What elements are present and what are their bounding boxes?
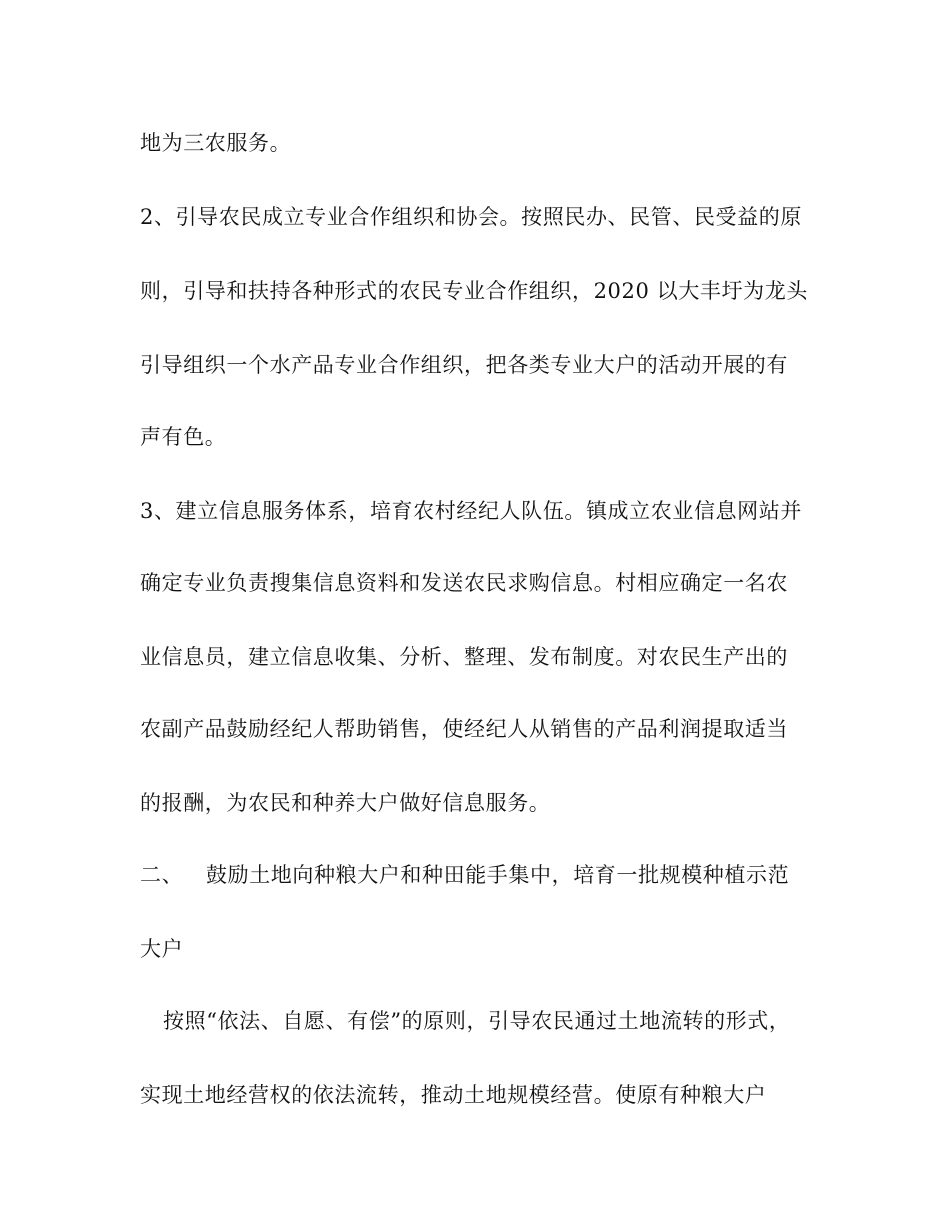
text-line-7: 确定专业负责搜集信息资料和发送农民求购信息。村相应确定一名农 [140,571,788,595]
text-line-5: 声有色。 [140,425,227,449]
text-line-4: 引导组织一个水产品专业合作组织，把各类专业大户的活动开展的有 [140,353,788,377]
text-line-2: 2、引导农民成立专业合作组织和协会。按照民办、民管、民受益的原 [140,205,802,229]
body-line-1: 按照“依法、自愿、有偿”的原则，引导农民通过土地流转的形式， [163,1009,791,1033]
text-line-9: 农副产品鼓励经纪人帮助销售，使经纪人从销售的产品利润提取适当 [140,717,788,741]
section-title-line2: 大户 [140,937,184,961]
text-line-1: 地为三农服务。 [140,131,292,155]
section-heading [140,860,820,890]
section-number: 二、 [140,863,184,887]
text-line-10: 的报酬，为农民和种养大户做好信息服务。 [140,791,551,815]
text-line-6: 3、建立信息服务体系，培育农村经纪人队伍。镇成立农业信息网站并 [140,499,802,523]
body-line-2: 实现土地经营权的依法流转，推动土地规模经营。使原有种粮大户 [140,1083,767,1107]
section-title-line1: 鼓励土地向种粮大户和种田能手集中，培育一批规模种植示范 [206,863,790,887]
text-line-8: 业信息员，建立信息收集、分析、整理、发布制度。对农民生产出的 [140,645,788,669]
text-line-3: 则，引导和扶持各种形式的农民专业合作组织，2020 以大丰圩为龙头 [140,279,808,303]
